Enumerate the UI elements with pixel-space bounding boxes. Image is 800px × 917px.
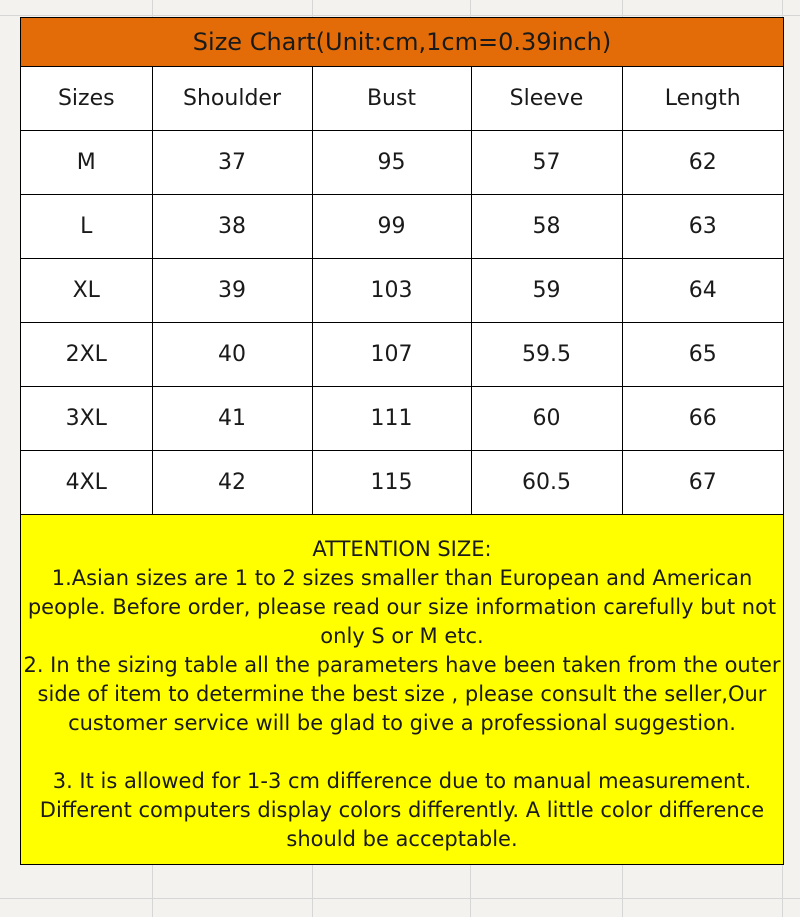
bust-cell: 111 [312,387,471,451]
notice-point-2: 2. In the sizing table all the parameters have been taken from the outer side of item to determine the best size , please consult the seller,Our customer service will be glad to give a professional suggestion. [23,653,781,735]
bust-cell: 107 [312,323,471,387]
length-cell: 66 [622,387,783,451]
bust-cell: 103 [312,259,471,323]
length-cell: 65 [622,323,783,387]
table-row [21,131,783,195]
header-row [21,67,783,131]
size-chart [20,17,784,865]
header-shoulder: Shoulder [152,67,312,131]
size-cell: 2XL [21,323,152,387]
sleeve-cell: 60 [471,387,622,451]
size-cell: 4XL [21,451,152,515]
sleeve-cell: 57 [471,131,622,195]
notice-point-1: 1.Asian sizes are 1 to 2 sizes smaller than European and American people. Before order, please read our size information carefully but not only S or M etc. [27,566,777,648]
size-cell: XL [21,259,152,323]
notice-heading: ATTENTION SIZE: [312,537,492,561]
bust-cell: 115 [312,451,471,515]
shoulder-cell: 42 [152,451,312,515]
header-length: Length [622,67,783,131]
table-row [21,195,783,259]
shoulder-cell: 41 [152,387,312,451]
table-row [21,451,783,515]
header-sleeve: Sleeve [471,67,622,131]
sleeve-cell: 58 [471,195,622,259]
header-sizes: Sizes [21,67,152,131]
size-cell: M [21,131,152,195]
header-bust: Bust [312,67,471,131]
length-cell: 63 [622,195,783,259]
size-cell: 3XL [21,387,152,451]
shoulder-cell: 39 [152,259,312,323]
table-row [21,259,783,323]
notice-spacer [21,738,783,767]
length-cell: 62 [622,131,783,195]
length-cell: 67 [622,451,783,515]
bust-cell: 95 [312,131,471,195]
table-row [21,387,783,451]
size-chart-title: Size Chart(Unit:cm,1cm=0.39inch) [21,18,783,67]
shoulder-cell: 37 [152,131,312,195]
shoulder-cell: 40 [152,323,312,387]
bust-cell: 99 [312,195,471,259]
length-cell: 64 [622,259,783,323]
sleeve-cell: 60.5 [471,451,622,515]
size-table [21,67,783,515]
notice-point-3: 3. It is allowed for 1-3 cm difference due to manual measurement. Different computers display colors differently. A little color difference should be acceptable. [39,769,765,851]
sleeve-cell: 59 [471,259,622,323]
size-cell: L [21,195,152,259]
shoulder-cell: 38 [152,195,312,259]
attention-notice [21,515,783,864]
table-row [21,323,783,387]
sleeve-cell: 59.5 [471,323,622,387]
